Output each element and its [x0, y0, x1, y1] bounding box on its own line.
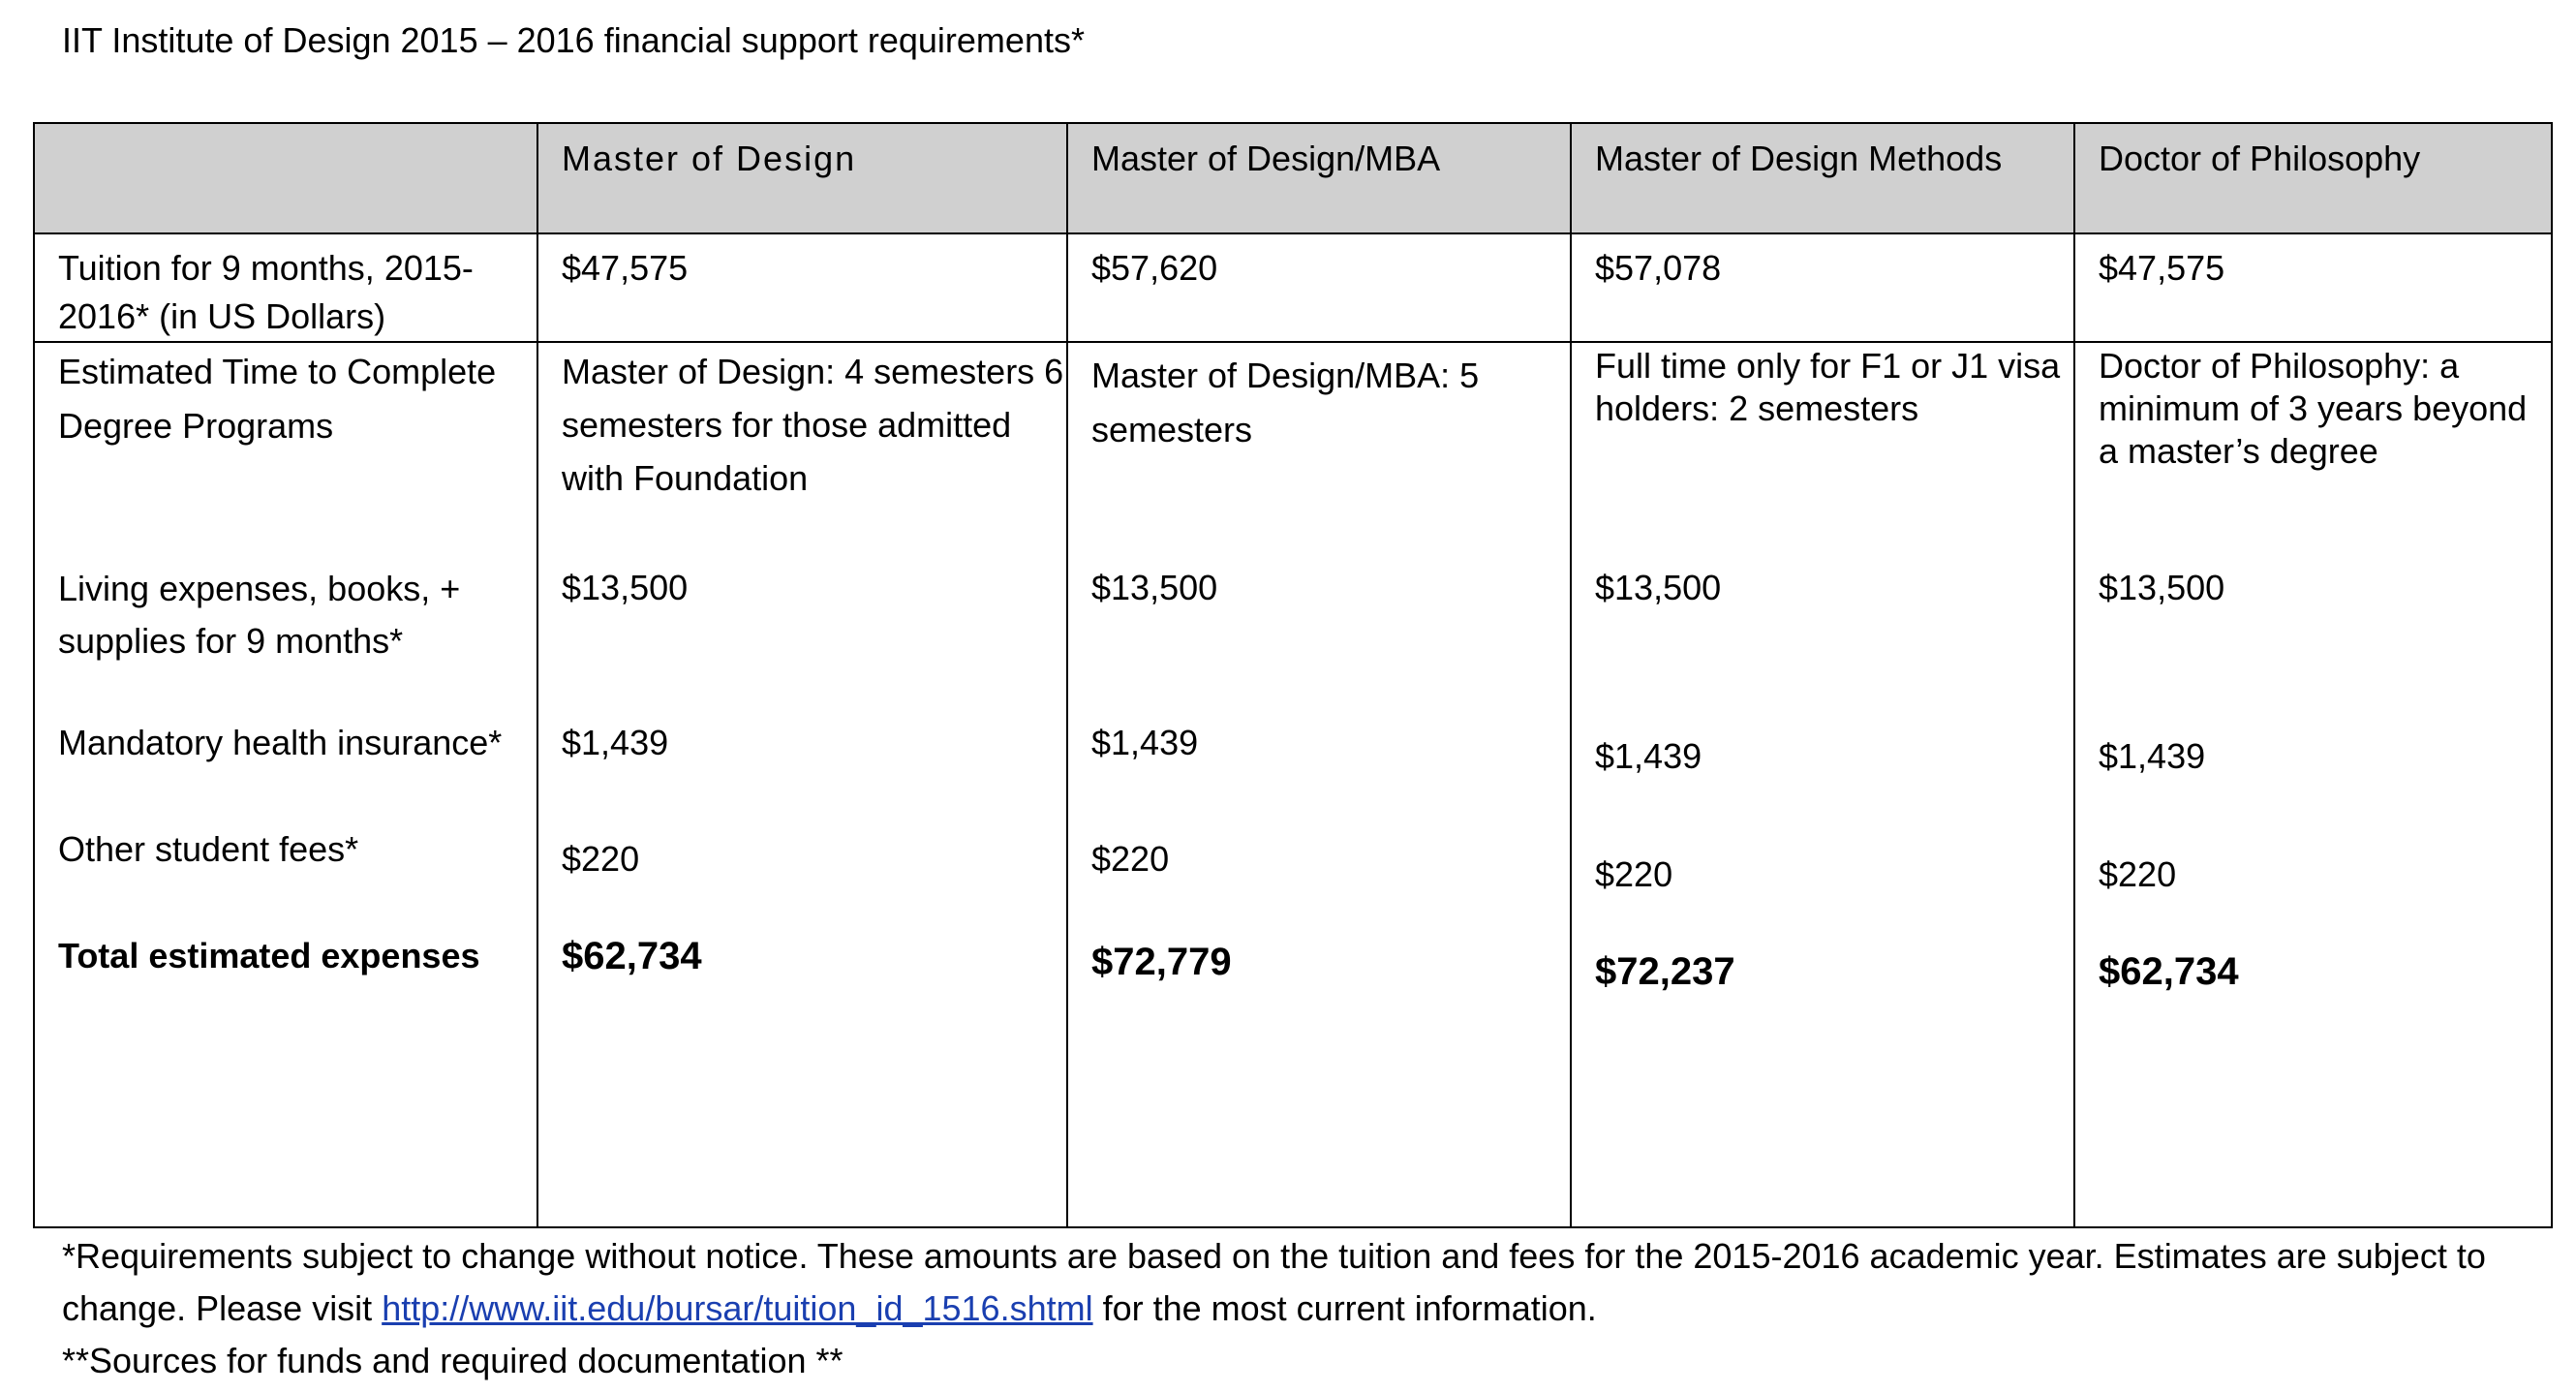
table-cell	[2074, 917, 2552, 1227]
table-row-total	[34, 917, 2552, 1227]
tuition-link[interactable]: http://www.iit.edu/bursar/tuition_id_1516.shtml	[382, 1288, 1093, 1328]
row-label: Total estimated expenses	[34, 917, 537, 1227]
table-cell: $13,500	[1571, 549, 2074, 704]
footnote-text-before: *Requirements subject to change without notice. These amounts are based on the tuition and fees for the 2015-2016 academic year. Estimates are subject to change. Please visit	[62, 1236, 2486, 1328]
table-row-time-to-complete	[34, 342, 2552, 549]
row-label: Tuition for 9 months, 2015-2016* (in US Dollars)	[34, 233, 537, 342]
row-label: Estimated Time to Complete Degree Programs	[34, 342, 537, 549]
total-value: $72,237	[1595, 950, 1735, 993]
financial-requirements-table	[33, 122, 2553, 1228]
table-cell: $57,078	[1571, 233, 2074, 342]
table-cell: $13,500	[2074, 549, 2552, 704]
table-cell	[1571, 917, 2074, 1227]
total-value: $62,734	[2099, 950, 2239, 993]
header-cell-master-of-design-mba: Master of Design/MBA	[1067, 123, 1571, 233]
row-label: Living expenses, books, + supplies for 9 months*	[34, 549, 537, 704]
table-row-living-expenses	[34, 549, 2552, 704]
total-value: $62,734	[562, 935, 702, 977]
table-row-tuition	[34, 233, 2552, 342]
footnote-text-after: for the most current information.	[1092, 1288, 1597, 1328]
table-cell	[1067, 917, 1571, 1227]
table-cell: $1,439	[537, 704, 1067, 811]
table-cell: $1,439	[2074, 704, 2552, 811]
footnote	[62, 1230, 2541, 1387]
table-cell: Full time only for F1 or J1 visa holders: 2 semesters	[1571, 342, 2074, 549]
table-row-other-fees	[34, 811, 2552, 917]
table-cell: $220	[1571, 811, 2074, 917]
table-cell: $13,500	[1067, 549, 1571, 704]
table-cell: Doctor of Philosophy: a minimum of 3 years beyond a master’s degree	[2074, 342, 2552, 549]
row-label: Mandatory health insurance*	[34, 704, 537, 811]
table-cell	[537, 917, 1067, 1227]
table-cell: $57,620	[1067, 233, 1571, 342]
sources-note: **Sources for funds and required documentation **	[62, 1341, 843, 1380]
table-cell: $47,575	[537, 233, 1067, 342]
header-cell-doctor-of-philosophy: Doctor of Philosophy	[2074, 123, 2552, 233]
table-cell: $1,439	[1571, 704, 2074, 811]
table-cell: $1,439	[1067, 704, 1571, 811]
table-cell: Master of Design: 4 semesters 6 semesters for those admitted with Foundation	[537, 342, 1067, 549]
table-row-health-insurance	[34, 704, 2552, 811]
table-cell: $13,500	[537, 549, 1067, 704]
header-cell-master-of-design-methods: Master of Design Methods	[1571, 123, 2074, 233]
total-value: $72,779	[1091, 941, 1232, 983]
table-header-row	[34, 123, 2552, 233]
table-cell: Master of Design/MBA: 5 semesters	[1067, 342, 1571, 549]
table-cell: $220	[2074, 811, 2552, 917]
table-cell: $47,575	[2074, 233, 2552, 342]
header-cell-master-of-design: Master of Design	[537, 123, 1067, 233]
table-cell: $220	[1067, 811, 1571, 917]
header-cell-empty	[34, 123, 537, 233]
footnote-text	[62, 1230, 2541, 1335]
row-label: Other student fees*	[34, 811, 537, 917]
document-title: IIT Institute of Design 2015 – 2016 financial support requirements*	[62, 20, 1085, 60]
table-cell: $220	[537, 811, 1067, 917]
